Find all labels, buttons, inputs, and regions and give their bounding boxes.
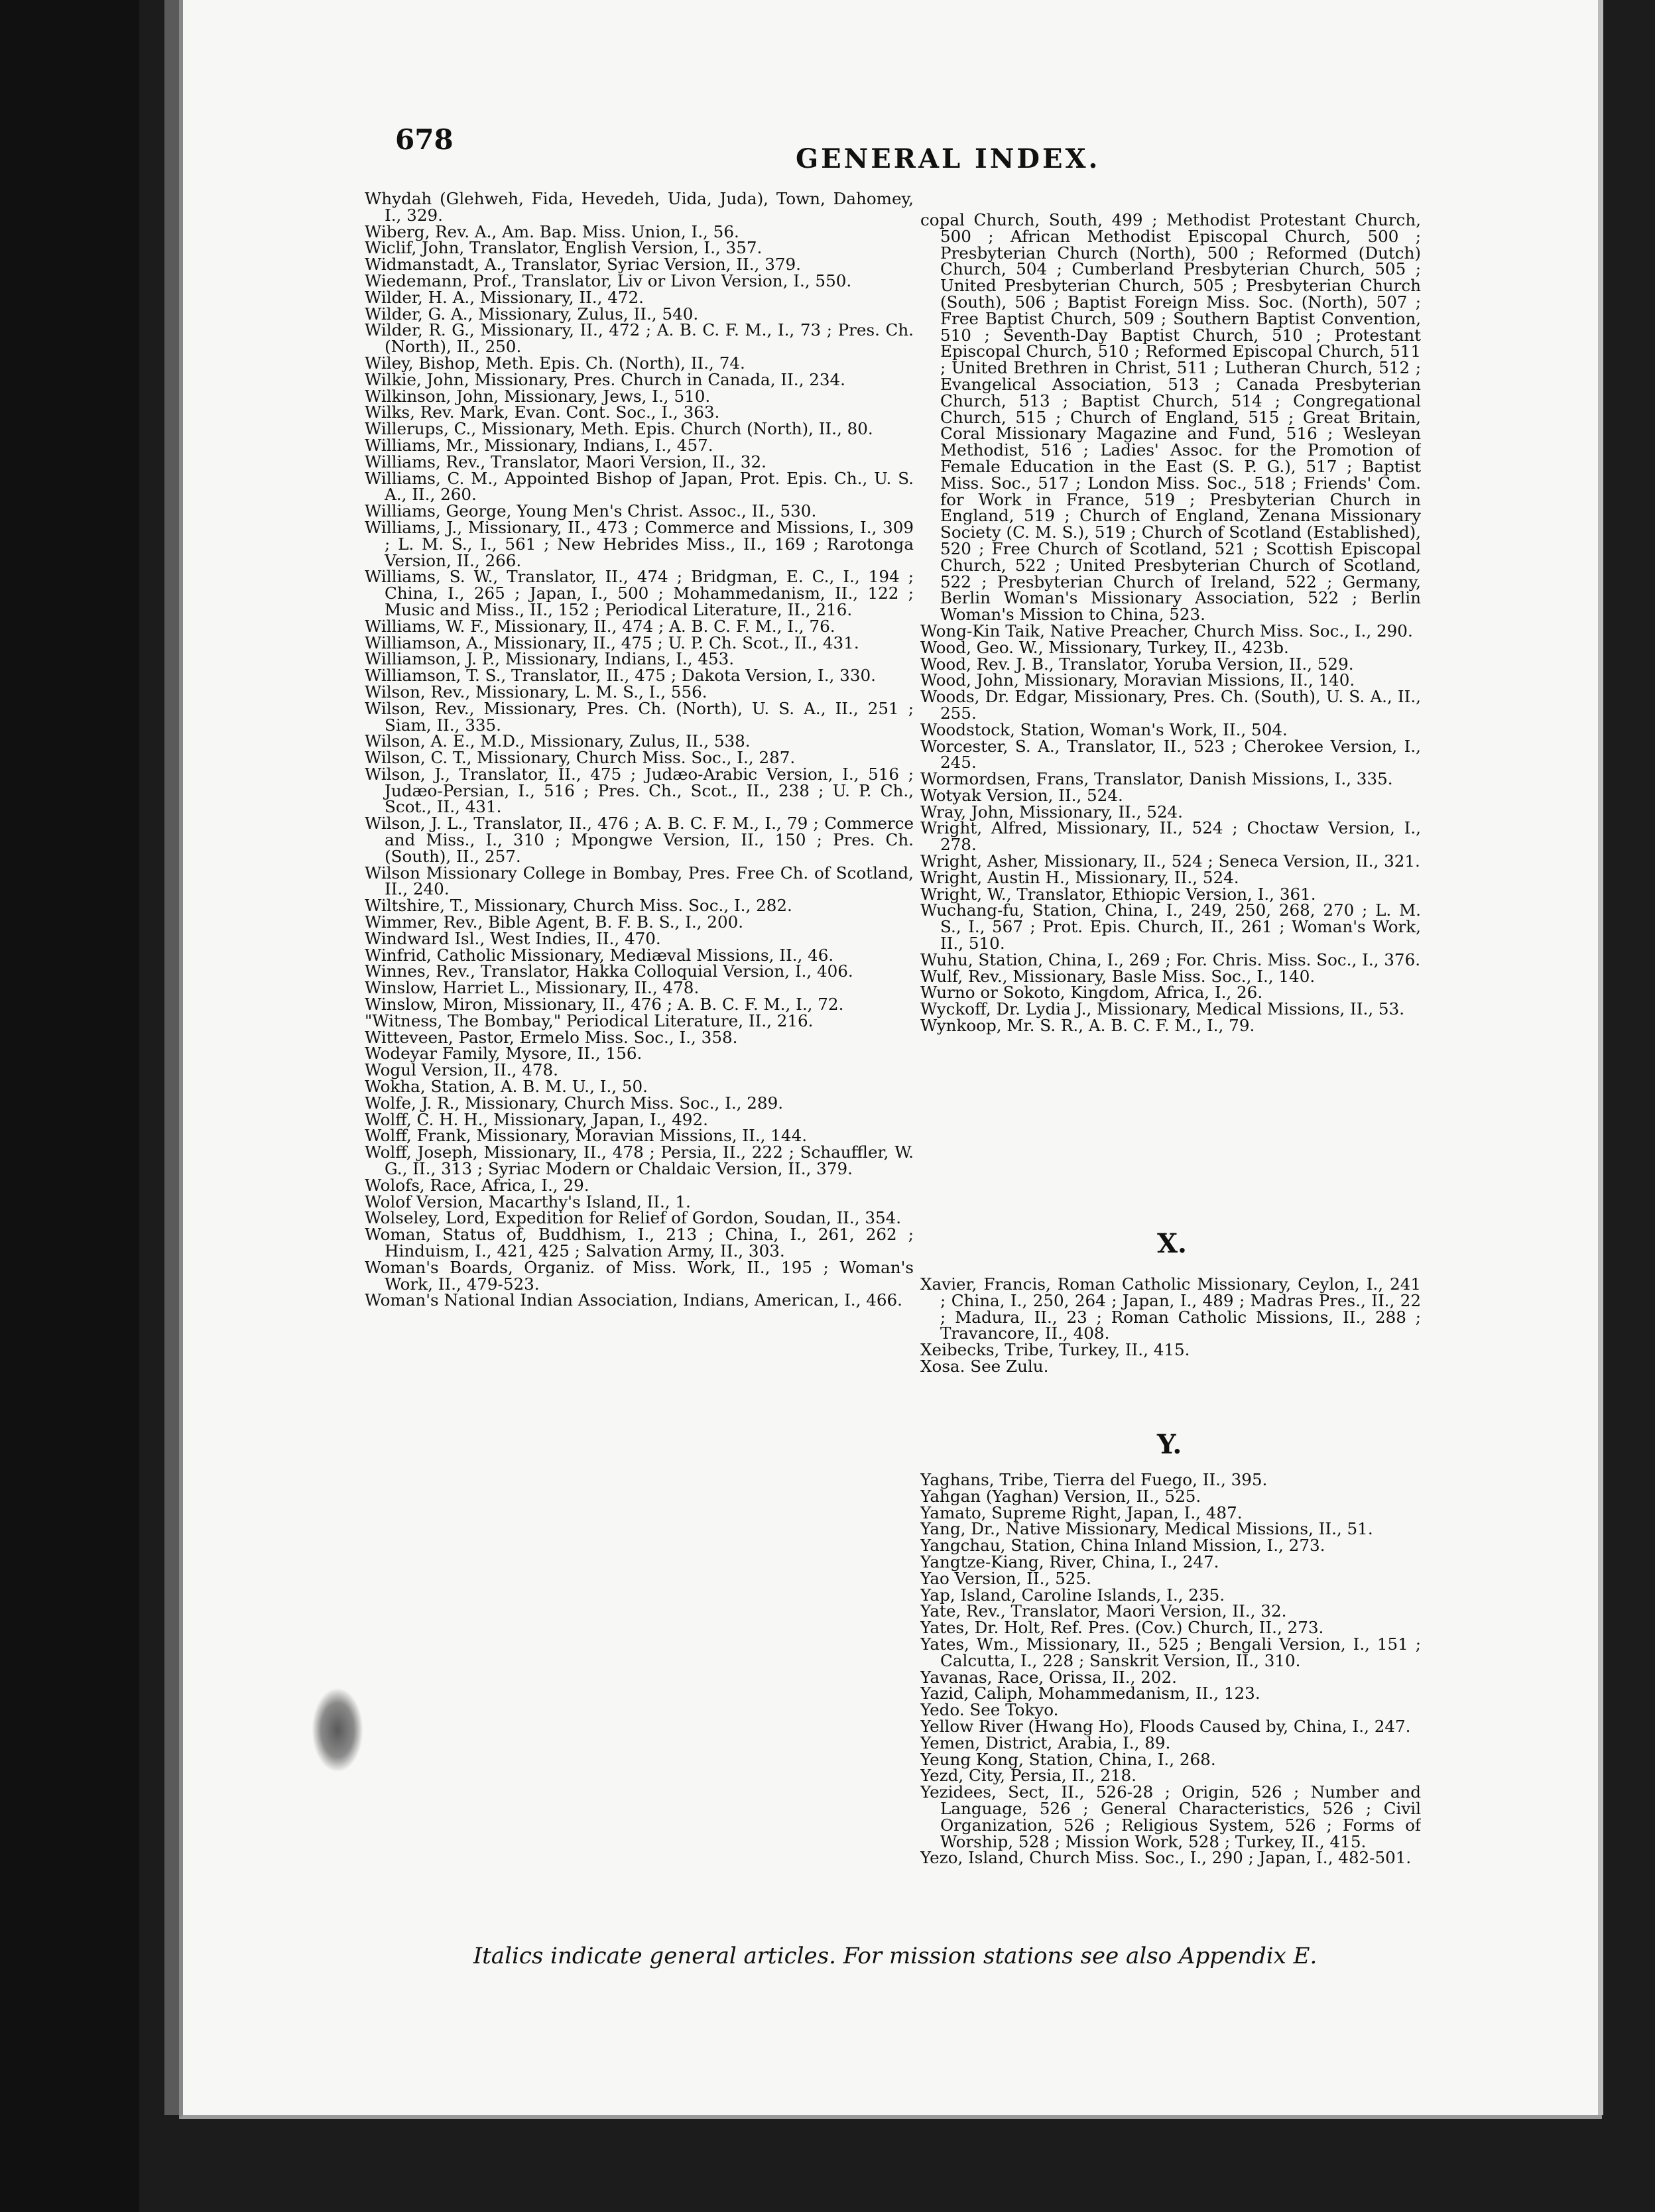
index-entry: Wilks, Rev. Mark, Evan. Cont. Soc., I., 363. [365,402,720,422]
index-entry: Yangtze-Kiang, River, China, I., 247. [920,1552,1219,1571]
index-entry: Wynkoop, Mr. S. R., A. B. C. F. M., I., 79. [920,1016,1255,1036]
footer-note: Italics indicate general articles. For mission stations see also Appendix E. [473,1943,1318,1969]
ink-blot-stain [312,1688,363,1772]
index-entry: Wolff, Frank, Missionary, Moravian Missions, II., 144. [365,1126,808,1146]
index-entry: Williamson, T. S., Translator, II., 475 ; Dakota Version, I., 330. [365,666,876,686]
index-entry: Yemen, District, Arabia, I., 89. [920,1733,1171,1752]
index-entry: Yao Version, II., 525. [920,1568,1091,1588]
index-entry: Wuchang-fu, Station, China, I., 249, 250, 268, 270 ; L. M. S., I., 567 ; Prot. Epis. Church, II., 261 ; Woman's Work, II., 510. [920,900,1421,953]
index-column-right [920,212,1421,1207]
index-entry: Yang, Dr., Native Missionary, Medical Missions, II., 51. [920,1519,1373,1539]
index-entry: Wolfe, J. R., Missionary, Church Miss. Soc., I., 289. [365,1093,784,1113]
index-entry: Wolseley, Lord, Expedition for Relief of Gordon, Soudan, II., 354. [365,1208,902,1228]
index-entry: Wulf, Rev., Missionary, Basle Miss. Soc., I., 140. [920,966,1316,986]
index-entry: Woman's National Indian Association, Indians, American, I., 466. [365,1290,903,1310]
index-entry: Yezo, Island, Church Miss. Soc., I., 290 ; Japan, I., 482-501. [920,1848,1412,1868]
index-entry: Wong-Kin Taik, Native Preacher, Church Miss. Soc., I., 290. [920,621,1413,641]
index-entry: Wilkie, John, Missionary, Pres. Church in Canada, II., 234. [365,369,845,389]
index-entry: Wright, Austin H., Missionary, II., 524. [920,867,1239,887]
index-entry: Woman, Status of, Buddhism, I., 213 ; China, I., 261, 262 ; Hinduism, I., 421, 425 ; Salvation Army, II., 303. [365,1225,914,1260]
index-section-y [920,1472,1421,1936]
index-entry: Willerups, C., Missionary, Meth. Epis. Church (North), II., 80. [365,419,873,439]
index-entry: Wilson, Rev., Missionary, L. M. S., I., 556. [365,682,707,702]
index-entry: Wiley, Bishop, Meth. Epis. Ch. (North), II., 74. [365,353,745,373]
index-entry: Xavier, Francis, Roman Catholic Missionary, Ceylon, I., 241 ; China, I., 250, 264 ; Japan, I., 489 ; Madras Pres., II., 22 ; Madura, II., 23 ; Roman Catholic Missions, II., 288 ; Travancore, II., 408. [920,1276,1421,1343]
index-entry: Wyckoff, Dr. Lydia J., Missionary, Medical Missions, II., 53. [920,999,1405,1019]
index-entry: Xosa. See Zulu. [920,1356,1049,1376]
index-entry: Wimmer, Rev., Bible Agent, B. F. B. S., I., 200. [365,912,744,932]
section-heading-y: Y. [1157,1429,1182,1460]
index-entry: Wilson, J. L., Translator, II., 476 ; A. B. C. F. M., I., 79 ; Commerce and Miss., I., 310 ; Mpongwe Version, II., 150 ; Pres. Ch. (South), II., 257. [365,814,914,866]
index-entry: Yeung Kong, Station, China, I., 268. [920,1749,1216,1769]
index-entry: Williams, C. M., Appointed Bishop of Japan, Prot. Epis. Ch., U. S. A., II., 260. [365,468,914,505]
index-entry: Wood, John, Missionary, Moravian Missions, II., 140. [920,670,1355,690]
index-entry: Yates, Dr. Holt, Ref. Pres. (Cov.) Church, II., 273. [920,1618,1324,1638]
index-entry: Wuhu, Station, China, I., 269 ; For. Chris. Miss. Soc., I., 376. [920,950,1421,969]
index-entry: Wilder, R. G., Missionary, II., 472 ; A. B. C. F. M., I., 73 ; Pres. Ch. (North), II., 250. [365,320,914,357]
index-entry: Wolff, Joseph, Missionary, II., 478 ; Persia, II., 222 ; Schauffler, W. G., II., 313 ; Syriac Modern or Chaldaic Version, II., 379. [365,1142,914,1179]
index-entry: Yap, Island, Caroline Islands, I., 235. [920,1585,1225,1605]
index-entry: Wright, Alfred, Missionary, II., 524 ; Choctaw Version, I., 278. [920,818,1421,855]
book-spine-edge [164,0,179,2115]
index-entry: Yezd, City, Persia, II., 218. [920,1766,1136,1786]
index-entry: Wilson, A. E., M.D., Missionary, Zulus, II., 538. [365,731,751,751]
index-entry: Winslow, Miron, Missionary, II., 476 ; A. B. C. F. M., I., 72. [365,995,844,1014]
index-entry: Yangchau, Station, China Inland Mission, I., 273. [920,1536,1325,1556]
index-entry: Worcester, S. A., Translator, II., 523 ; Cherokee Version, I., 245. [920,736,1421,772]
index-entry: Widmanstadt, A., Translator, Syriac Version, II., 379. [365,255,801,275]
page-right-edge [1598,0,1603,2115]
index-entry: Williams, George, Young Men's Christ. Assoc., II., 530. [365,501,817,521]
index-entry: Yavanas, Race, Orissa, II., 202. [920,1667,1177,1687]
index-entry: Wilson Missionary College in Bombay, Pres. Free Ch. of Scotland, II., 240. [365,863,914,899]
index-entry: Xeibecks, Tribe, Turkey, II., 415. [920,1340,1190,1360]
index-entry: Wiclif, John, Translator, English Version, I., 357. [365,238,763,258]
index-entry: Wogul Version, II., 478. [365,1060,558,1080]
index-entry: Yaghans, Tribe, Tierra del Fuego, II., 395. [920,1472,1268,1489]
index-entry: Wormordsen, Frans, Translator, Danish Missions, I., 335. [920,769,1393,789]
index-entry: Wolff, C. H. H., Missionary, Japan, I., 492. [365,1109,708,1129]
index-entry: Wokha, Station, A. B. M. U., I., 50. [365,1077,648,1097]
index-entry: Wiedemann, Prof., Translator, Liv or Livon Version, I., 550. [365,271,852,290]
index-entry: Winfrid, Catholic Missionary, Mediæval Missions, II., 46. [365,945,834,965]
index-entry: Wotyak Version, II., 524. [920,785,1123,805]
index-entry: Wolofs, Race, Africa, I., 29. [365,1175,589,1195]
index-column-left [365,191,914,1928]
index-entry: Williams, W. F., Missionary, II., 474 ; A. B. C. F. M., I., 76. [365,616,835,636]
index-entry: Winnes, Rev., Translator, Hakka Colloquial Version, I., 406. [365,961,853,981]
index-entry: Whydah (Glehweh, Fida, Hevedeh, Uida, Juda), Town, Dahomey, I., 329. [365,191,914,225]
index-entry: Wiberg, Rev. A., Am. Bap. Miss. Union, I., 56. [365,221,739,241]
index-entry: Wilson, J., Translator, II., 475 ; Judæo-Arabic Version, I., 516 ; Judæo-Persian, I., 516 ; Pres. Ch., Scot., II., 238 ; U. P. Ch., Scot., II., 431. [365,764,914,817]
index-entry: Wilson, C. T., Missionary, Church Miss. Soc., I., 287. [365,748,796,768]
index-entry: Wilder, H. A., Missionary, II., 472. [365,287,644,307]
index-entry: Yellow River (Hwang Ho), Floods Caused by, China, I., 247. [920,1716,1411,1736]
index-entry: Yate, Rev., Translator, Maori Version, II., 32. [920,1601,1287,1621]
index-entry: Windward Isl., West Indies, II., 470. [365,928,661,948]
index-entry: Williams, Mr., Missionary, Indians, I., 457. [365,435,713,455]
index-entry: Woman's Boards, Organiz. of Miss. Work, II., 195 ; Woman's Work, II., 479-523. [365,1257,914,1294]
index-entry: Wright, Asher, Missionary, II., 524 ; Seneca Version, II., 321. [920,851,1420,871]
index-entry: Yazid, Caliph, Mohammedanism, II., 123. [920,1684,1260,1703]
index-entry: Witteveen, Pastor, Ermelo Miss. Soc., I., 358. [365,1027,738,1047]
page-number: 678 [395,123,454,156]
index-entry: "Witness, The Bombay," Periodical Literature, II., 216. [365,1011,814,1030]
index-entry: Wray, John, Missionary, II., 524. [920,802,1183,822]
index-entry: Williamson, A., Missionary, II., 475 ; U. P. Ch. Scot., II., 431. [365,633,859,652]
index-entry: Wilder, G. A., Missionary, Zulus, II., 540. [365,304,699,324]
index-entry: Wurno or Sokoto, Kingdom, Africa, I., 26. [920,983,1263,1003]
index-entry: Wood, Rev. J. B., Translator, Yoruba Version, II., 529. [920,654,1354,674]
index-entry: Wilson, Rev., Missionary, Pres. Ch. (North), U. S. A., II., 251 ; Siam, II., 335. [365,698,914,735]
index-section-x [920,1276,1421,1416]
index-entry: Williams, J., Missionary, II., 473 ; Commerce and Missions, I., 309 ; L. M. S., I., 561 ; New Hebrides Miss., II., 169 ; Rarotonga Version, II., 266. [365,517,914,570]
index-entry: Yezidees, Sect, II., 526-28 ; Origin, 526 ; Number and Language, 526 ; General Characteristics, 526 ; Civil Organization, 526 ; Religious System, 526 ; Forms of Worship, 528 ; Mission Work, 528 ; Turkey, II., 415. [920,1782,1421,1851]
section-heading-x: X. [1157,1228,1187,1259]
index-entry: Williams, S. W., Translator, II., 474 ; Bridgman, E. C., I., 194 ; China, I., 265 ; Japan, I., 500 ; Mohammedanism, II., 122 ; Music and Miss., II., 152 ; Periodical Literature, II., 216. [365,567,914,619]
index-entry: Wodeyar Family, Mysore, II., 156. [365,1044,643,1064]
index-entry: Wood, Geo. W., Missionary, Turkey, II., 423b. [920,637,1289,657]
index-entry: Wolof Version, Macarthy's Island, II., 1. [365,1192,691,1211]
index-entry: Wright, W., Translator, Ethiopic Version, I., 361. [920,884,1316,904]
index-entry: Wiltshire, T., Missionary, Church Miss. Soc., I., 282. [365,896,792,916]
index-entry-continued: copal Church, South, 499 ; Methodist Protestant Church, 500 ; African Methodist Episcopal Church, 500 ; Presbyterian Church (North), 500 ; Reformed (Dutch) Church, 504 ; Cumberland Presbyterian Church, 505 ; United Presbyterian Church, 505 ; Presbyterian Church (South), 506 ; Baptist Foreign Miss. Soc. (North), 507 ; Free Baptist Church, 509 ; Southern Baptist Convention, 510 ; Seventh-Day Baptist Church, 510 ; Protestant Episcopal Church, 510 ; Reformed Episcopal Church, 511 ; United Brethren in Christ, 511 ; Lutheran Church, 512 ; Evangelical Association, 513 ; Canada Presbyterian Church, 513 ; Baptist Church, 514 ; Congregational Church, 515 ; Church of England, 515 ; Great Britain, Coral Missionary Magazine and Fund, 516 ; Wesleyan Methodist, 516 ; Ladies' Assoc. for the Promotion of Female Education in the East (S. P. G.), 517 ; Baptist Miss. Soc., 517 ; London Miss. Soc., 518 ; Friends' Com. for Work in France, 519 ; Presbyterian Church in England, 519 ; Church of England, Zenana Missionary Society (C. M. S.), 519 ; Church of Scotland (Established), 520 ; Free Church of Scotland, 521 ; Scottish Episcopal Church, 522 ; United Presbyterian Church of Scotland, 522 ; Presbyterian Church of Ireland, 522 ; Germany, Berlin Woman's Missionary Association, 522 ; Berlin Woman's Mission to China, 523. [920,212,1421,625]
index-entry: Williamson, J. P., Missionary, Indians, I., 453. [365,649,735,669]
index-entry: Yates, Wm., Missionary, II., 525 ; Bengali Version, I., 151 ; Calcutta, I., 228 ; Sanskrit Version, II., 310. [920,1634,1421,1670]
index-entry: Woods, Dr. Edgar, Missionary, Pres. Ch. (South), U. S. A., II., 255. [920,687,1421,723]
page-header-title: GENERAL INDEX. [796,143,1101,174]
index-entry: Winslow, Harriet L., Missionary, II., 478. [365,978,700,998]
index-entry: Wilkinson, John, Missionary, Jews, I., 510. [365,386,711,406]
index-entry: Yedo. See Tokyo. [920,1700,1059,1720]
index-entry: Woodstock, Station, Woman's Work, II., 504. [920,719,1288,739]
index-entry: Yahgan (Yaghan) Version, II., 525. [920,1486,1201,1506]
index-entry: Williams, Rev., Translator, Maori Version, II., 32. [365,452,766,471]
index-entry: Yamato, Supreme Right, Japan, I., 487. [920,1503,1243,1522]
